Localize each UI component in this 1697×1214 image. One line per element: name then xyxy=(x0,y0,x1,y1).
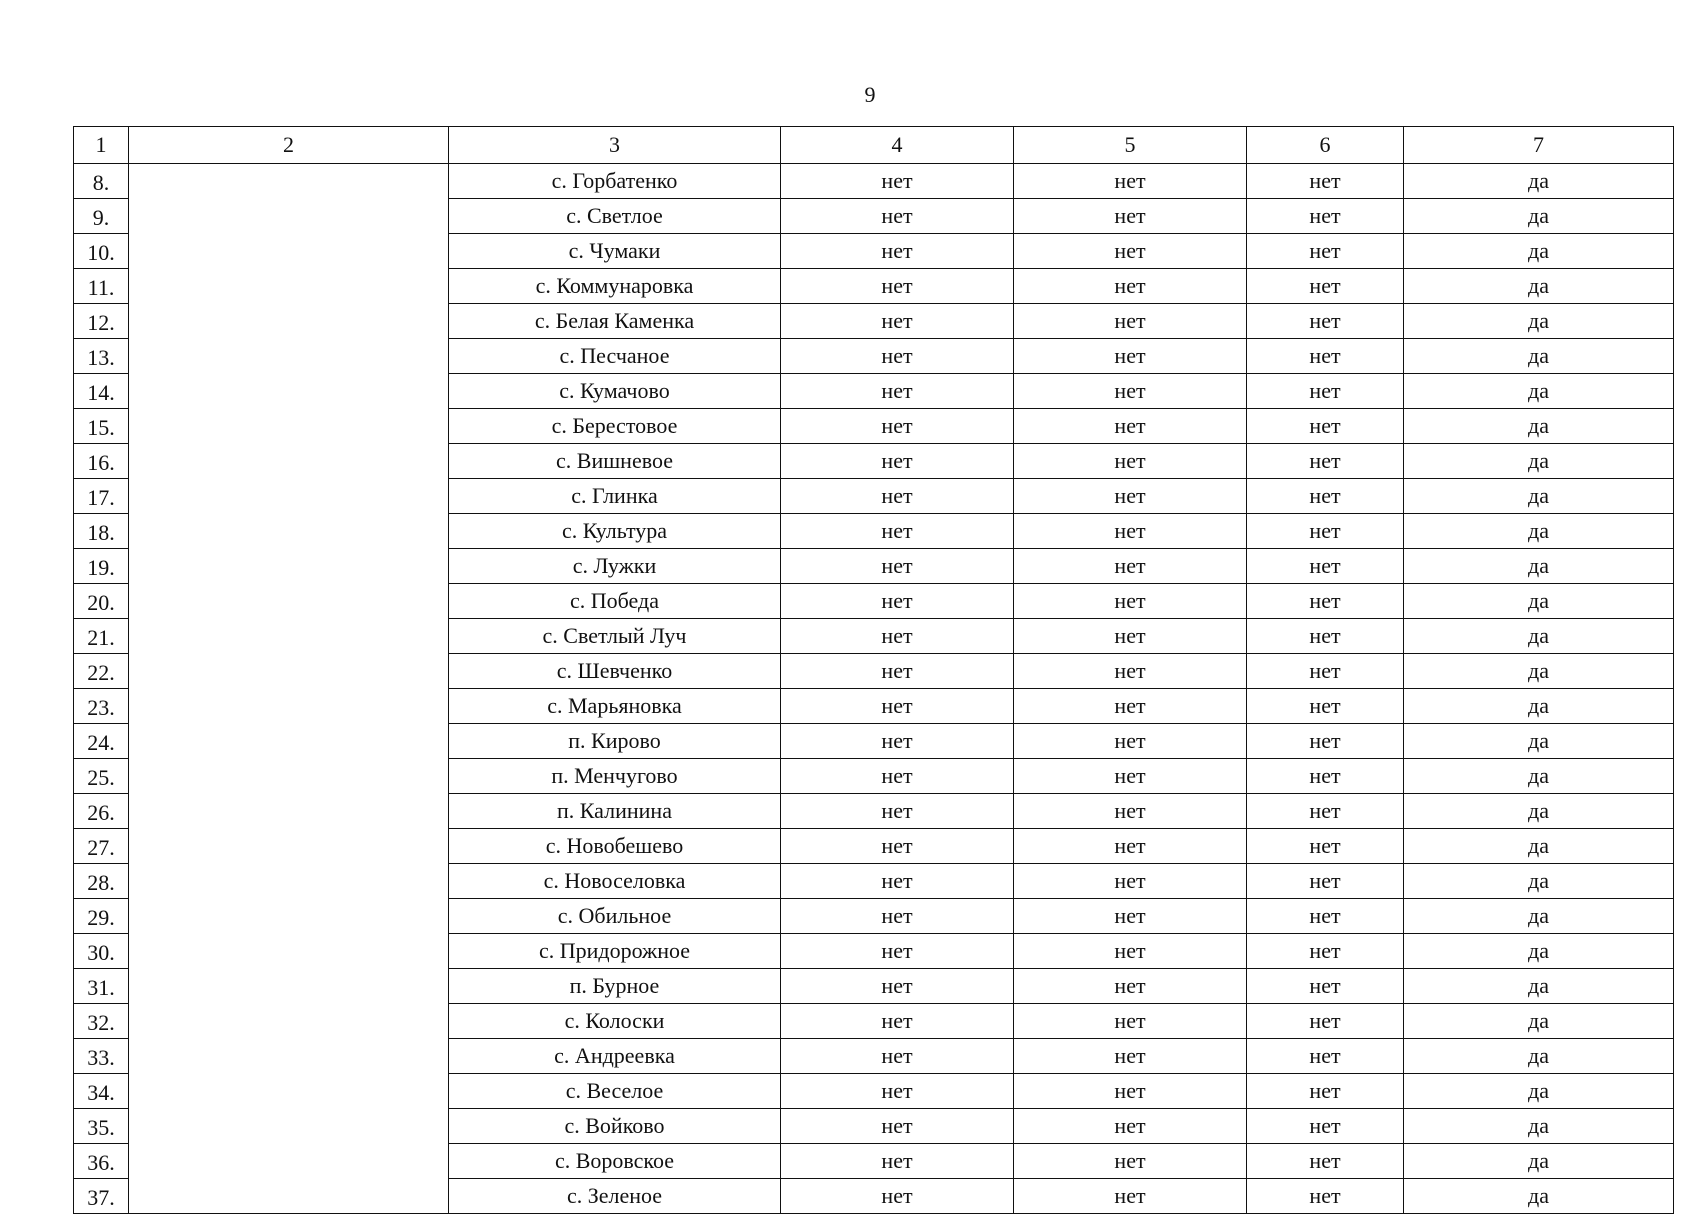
column-4-cell: нет xyxy=(781,199,1014,234)
column-4-cell: нет xyxy=(781,549,1014,584)
column-5-cell: нет xyxy=(1014,1004,1247,1039)
column-5-cell: нет xyxy=(1014,549,1247,584)
column-7-cell: да xyxy=(1404,899,1674,934)
column-7-cell: да xyxy=(1404,969,1674,1004)
row-number-cell: 30. xyxy=(74,934,129,969)
column-4-cell: нет xyxy=(781,969,1014,1004)
place-name-cell: с. Войково xyxy=(449,1109,781,1144)
row-number-cell: 16. xyxy=(74,444,129,479)
table-body xyxy=(74,164,1674,1214)
place-name-cell: с. Культура xyxy=(449,514,781,549)
column-4-cell: нет xyxy=(781,584,1014,619)
column-5-cell: нет xyxy=(1014,689,1247,724)
place-name-cell: с. Воровское xyxy=(449,1144,781,1179)
column-4-cell: нет xyxy=(781,724,1014,759)
column-5-cell: нет xyxy=(1014,724,1247,759)
column-header-3: 3 xyxy=(449,127,781,164)
place-name-cell: с. Победа xyxy=(449,584,781,619)
column-7-cell: да xyxy=(1404,269,1674,304)
column-5-cell: нет xyxy=(1014,234,1247,269)
column-4-cell: нет xyxy=(781,1144,1014,1179)
place-name-cell: с. Берестовое xyxy=(449,409,781,444)
row-number-cell: 31. xyxy=(74,969,129,1004)
column-4-cell: нет xyxy=(781,619,1014,654)
column-4-cell: нет xyxy=(781,479,1014,514)
column-6-cell: нет xyxy=(1247,829,1404,864)
column-header-2: 2 xyxy=(129,127,449,164)
column-7-cell: да xyxy=(1404,234,1674,269)
row-number-cell: 26. xyxy=(74,794,129,829)
row-number-cell: 20. xyxy=(74,584,129,619)
column-6-cell: нет xyxy=(1247,759,1404,794)
row-number-cell: 9. xyxy=(74,199,129,234)
column-6-cell: нет xyxy=(1247,549,1404,584)
column-6-cell: нет xyxy=(1247,1039,1404,1074)
column-6-cell: нет xyxy=(1247,619,1404,654)
column-7-cell: да xyxy=(1404,619,1674,654)
row-number-cell: 34. xyxy=(74,1074,129,1109)
column-4-cell: нет xyxy=(781,374,1014,409)
column-5-cell: нет xyxy=(1014,969,1247,1004)
column-7-cell: да xyxy=(1404,759,1674,794)
column-7-cell: да xyxy=(1404,374,1674,409)
column-5-cell: нет xyxy=(1014,409,1247,444)
place-name-cell: с. Придорожное xyxy=(449,934,781,969)
place-name-cell: п. Калинина xyxy=(449,794,781,829)
place-name-cell: с. Веселое xyxy=(449,1074,781,1109)
column-7-cell: да xyxy=(1404,1109,1674,1144)
column-4-cell: нет xyxy=(781,794,1014,829)
row-number-cell: 13. xyxy=(74,339,129,374)
column-7-cell: да xyxy=(1404,1144,1674,1179)
column-5-cell: нет xyxy=(1014,269,1247,304)
column-4-cell: нет xyxy=(781,1109,1014,1144)
column-6-cell: нет xyxy=(1247,1004,1404,1039)
column-4-cell: нет xyxy=(781,1004,1014,1039)
column-6-cell: нет xyxy=(1247,689,1404,724)
row-number-cell: 37. xyxy=(74,1179,129,1214)
column-7-cell: да xyxy=(1404,549,1674,584)
column-6-cell: нет xyxy=(1247,654,1404,689)
column-5-cell: нет xyxy=(1014,759,1247,794)
page-number: 9 xyxy=(864,82,876,107)
row-number-cell: 24. xyxy=(74,724,129,759)
column-7-cell: да xyxy=(1404,794,1674,829)
column-5-cell: нет xyxy=(1014,584,1247,619)
column-5-cell: нет xyxy=(1014,934,1247,969)
place-name-cell: с. Горбатенко xyxy=(449,164,781,199)
row-number-cell: 27. xyxy=(74,829,129,864)
place-name-cell: с. Вишневое xyxy=(449,444,781,479)
place-name-cell: с. Андреевка xyxy=(449,1039,781,1074)
column-6-cell: нет xyxy=(1247,1144,1404,1179)
column-7-cell: да xyxy=(1404,724,1674,759)
column-header-7: 7 xyxy=(1404,127,1674,164)
place-name-cell: с. Новоселовка xyxy=(449,864,781,899)
column-4-cell: нет xyxy=(781,654,1014,689)
column-5-cell: нет xyxy=(1014,374,1247,409)
column-4-cell: нет xyxy=(781,899,1014,934)
row-number-cell: 29. xyxy=(74,899,129,934)
column-4-cell: нет xyxy=(781,759,1014,794)
row-number-cell: 12. xyxy=(74,304,129,339)
row-number-cell: 10. xyxy=(74,234,129,269)
column-6-cell: нет xyxy=(1247,899,1404,934)
row-number-cell: 19. xyxy=(74,549,129,584)
column-7-cell: да xyxy=(1404,1074,1674,1109)
place-name-cell: с. Марьяновка xyxy=(449,689,781,724)
column-4-cell: нет xyxy=(781,269,1014,304)
column-6-cell: нет xyxy=(1247,234,1404,269)
row-number-cell: 15. xyxy=(74,409,129,444)
column-7-cell: да xyxy=(1404,409,1674,444)
column-5-cell: нет xyxy=(1014,1074,1247,1109)
column-7-cell: да xyxy=(1404,304,1674,339)
row-number-cell: 8. xyxy=(74,164,129,199)
column-7-cell: да xyxy=(1404,934,1674,969)
column-7-cell: да xyxy=(1404,1004,1674,1039)
column-6-cell: нет xyxy=(1247,794,1404,829)
row-number-cell: 32. xyxy=(74,1004,129,1039)
column-6-cell: нет xyxy=(1247,339,1404,374)
column-header-1: 1 xyxy=(74,127,129,164)
column-5-cell: нет xyxy=(1014,514,1247,549)
column-header-5: 5 xyxy=(1014,127,1247,164)
column-7-cell: да xyxy=(1404,339,1674,374)
place-name-cell: с. Зеленое xyxy=(449,1179,781,1214)
place-name-cell: с. Глинка xyxy=(449,479,781,514)
place-name-cell: с. Обильное xyxy=(449,899,781,934)
column-4-cell: нет xyxy=(781,1179,1014,1214)
column-6-cell: нет xyxy=(1247,969,1404,1004)
column-5-cell: нет xyxy=(1014,864,1247,899)
column-6-cell: нет xyxy=(1247,409,1404,444)
column-6-cell: нет xyxy=(1247,304,1404,339)
column-7-cell: да xyxy=(1404,1039,1674,1074)
column-6-cell: нет xyxy=(1247,269,1404,304)
column-6-cell: нет xyxy=(1247,1179,1404,1214)
column-6-cell: нет xyxy=(1247,479,1404,514)
column-4-cell: нет xyxy=(781,934,1014,969)
place-name-cell: с. Чумаки xyxy=(449,234,781,269)
column-5-cell: нет xyxy=(1014,899,1247,934)
column-7-cell: да xyxy=(1404,584,1674,619)
column-header-4: 4 xyxy=(781,127,1014,164)
column-7-cell: да xyxy=(1404,864,1674,899)
column-5-cell: нет xyxy=(1014,829,1247,864)
row-number-cell: 14. xyxy=(74,374,129,409)
column-5-cell: нет xyxy=(1014,479,1247,514)
column-6-cell: нет xyxy=(1247,1074,1404,1109)
column-5-cell: нет xyxy=(1014,1109,1247,1144)
place-name-cell: с. Новобешево xyxy=(449,829,781,864)
column-4-cell: нет xyxy=(781,1039,1014,1074)
column-header-6: 6 xyxy=(1247,127,1404,164)
row-number-cell: 35. xyxy=(74,1109,129,1144)
column-7-cell: да xyxy=(1404,829,1674,864)
column-4-cell: нет xyxy=(781,304,1014,339)
row-number-cell: 33. xyxy=(74,1039,129,1074)
column-5-cell: нет xyxy=(1014,654,1247,689)
settlements-table xyxy=(73,126,1674,1214)
column-5-cell: нет xyxy=(1014,1179,1247,1214)
place-name-cell: с. Светлый Луч xyxy=(449,619,781,654)
merged-blank-cell xyxy=(129,164,449,1214)
column-7-cell: да xyxy=(1404,444,1674,479)
column-4-cell: нет xyxy=(781,514,1014,549)
column-7-cell: да xyxy=(1404,689,1674,724)
header-row xyxy=(74,127,1674,164)
row-number-cell: 22. xyxy=(74,654,129,689)
column-6-cell: нет xyxy=(1247,1109,1404,1144)
column-7-cell: да xyxy=(1404,199,1674,234)
column-4-cell: нет xyxy=(781,409,1014,444)
column-5-cell: нет xyxy=(1014,164,1247,199)
place-name-cell: с. Колоски xyxy=(449,1004,781,1039)
row-number-cell: 36. xyxy=(74,1144,129,1179)
place-name-cell: п. Кирово xyxy=(449,724,781,759)
row-number-cell: 28. xyxy=(74,864,129,899)
column-6-cell: нет xyxy=(1247,164,1404,199)
place-name-cell: с. Светлое xyxy=(449,199,781,234)
column-5-cell: нет xyxy=(1014,1144,1247,1179)
row-number-cell: 11. xyxy=(74,269,129,304)
column-4-cell: нет xyxy=(781,444,1014,479)
column-7-cell: да xyxy=(1404,514,1674,549)
column-5-cell: нет xyxy=(1014,304,1247,339)
column-6-cell: нет xyxy=(1247,934,1404,969)
column-6-cell: нет xyxy=(1247,724,1404,759)
column-6-cell: нет xyxy=(1247,864,1404,899)
row-number-cell: 21. xyxy=(74,619,129,654)
column-4-cell: нет xyxy=(781,164,1014,199)
column-5-cell: нет xyxy=(1014,339,1247,374)
column-4-cell: нет xyxy=(781,339,1014,374)
column-6-cell: нет xyxy=(1247,444,1404,479)
row-number-cell: 25. xyxy=(74,759,129,794)
column-4-cell: нет xyxy=(781,1074,1014,1109)
column-4-cell: нет xyxy=(781,689,1014,724)
row-number-cell: 18. xyxy=(74,514,129,549)
place-name-cell: с. Шевченко xyxy=(449,654,781,689)
table-row xyxy=(74,164,1674,199)
column-5-cell: нет xyxy=(1014,444,1247,479)
place-name-cell: с. Песчаное xyxy=(449,339,781,374)
column-5-cell: нет xyxy=(1014,619,1247,654)
place-name-cell: с. Белая Каменка xyxy=(449,304,781,339)
column-7-cell: да xyxy=(1404,654,1674,689)
column-6-cell: нет xyxy=(1247,374,1404,409)
column-6-cell: нет xyxy=(1247,584,1404,619)
column-6-cell: нет xyxy=(1247,199,1404,234)
column-7-cell: да xyxy=(1404,164,1674,199)
place-name-cell: с. Кумачово xyxy=(449,374,781,409)
column-5-cell: нет xyxy=(1014,794,1247,829)
row-number-cell: 23. xyxy=(74,689,129,724)
column-7-cell: да xyxy=(1404,479,1674,514)
column-6-cell: нет xyxy=(1247,514,1404,549)
place-name-cell: п. Бурное xyxy=(449,969,781,1004)
column-5-cell: нет xyxy=(1014,1039,1247,1074)
column-7-cell: да xyxy=(1404,1179,1674,1214)
place-name-cell: с. Лужки xyxy=(449,549,781,584)
column-4-cell: нет xyxy=(781,864,1014,899)
column-4-cell: нет xyxy=(781,234,1014,269)
place-name-cell: с. Коммунаровка xyxy=(449,269,781,304)
table-header xyxy=(74,127,1674,164)
place-name-cell: п. Менчугово xyxy=(449,759,781,794)
column-4-cell: нет xyxy=(781,829,1014,864)
column-5-cell: нет xyxy=(1014,199,1247,234)
row-number-cell: 17. xyxy=(74,479,129,514)
